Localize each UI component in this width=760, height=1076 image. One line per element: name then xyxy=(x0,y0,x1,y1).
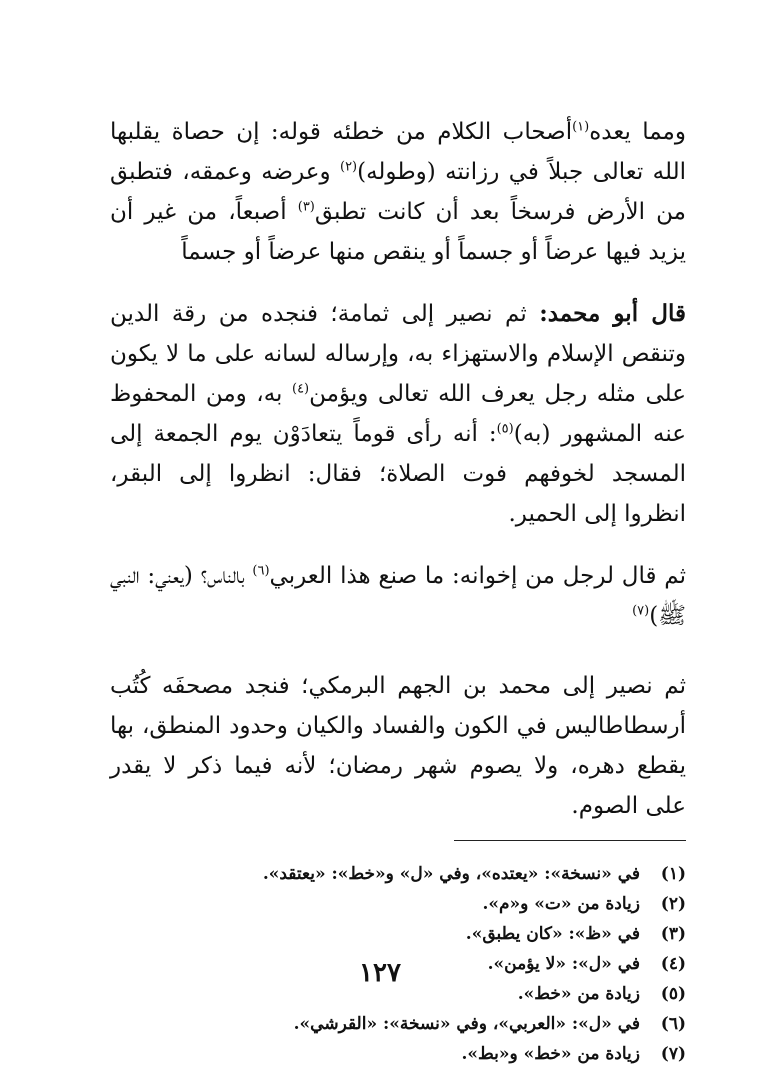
paragraph-2 xyxy=(110,294,686,534)
footnote-text: في «ظ»: «كان يطبق». xyxy=(465,924,640,944)
footnote-ref: (٢) xyxy=(339,159,358,175)
footnote-text: زيادة من «خط» و«بط». xyxy=(461,1044,640,1064)
text-segment: ثم نصير إلى ثمامة؛ فنجده من رقة الدين وتنقص الإسلام والاستهزاء به، وإرساله لسانه على ما لا يكون على مثله رجل يعرف الله تعالى ويؤمن xyxy=(110,301,686,407)
text-segment: : أنه رأى قوماً يتعادَوْن يوم الجمعة إلى المسجد لخوفهم فوت الصلاة؛ فقال: انظروا إلى البقر، انظروا إلى الحمير. xyxy=(110,421,686,527)
text-segment: بالناس؟ (يعني: النبي ﷺ) xyxy=(110,563,686,629)
paragraph-4 xyxy=(110,666,686,826)
footnote-number: (٦) xyxy=(660,1014,686,1034)
footnote-item xyxy=(110,1009,686,1039)
footnote-item xyxy=(110,919,686,949)
footnote-number: (٥) xyxy=(660,984,686,1004)
footnote-ref: (١) xyxy=(572,119,590,135)
footnote-item xyxy=(110,1039,686,1069)
text-segment: ثم قال لرجل من إخوانه: ما صنع هذا العربي xyxy=(269,563,686,589)
text-segment: ومما يعده xyxy=(589,119,686,145)
text-segment: ثم نصير إلى محمد بن الجهم البرمكي؛ فنجد مصحفَه كُتُب أرسطاطاليس في الكون والفساد والكيان وحدود المنطق، بها يقطع دهره، ولا يصوم شهر رمضان؛ لأنه فيما ذكر لا يقدر على الصوم. xyxy=(110,673,686,819)
footnote-item xyxy=(110,889,686,919)
text-segment: به، ومن المحفوظ عنه المشهور (به) xyxy=(110,381,687,447)
footnote-number: (٣) xyxy=(660,924,686,944)
footnote-ref: (٥) xyxy=(496,421,514,437)
footnote-number: (٧) xyxy=(660,1044,686,1064)
footnote-item xyxy=(110,859,686,889)
paragraph-1 xyxy=(110,112,686,272)
footnote-number: (٤) xyxy=(660,954,686,974)
speaker-label: قال أبو محمد: xyxy=(539,300,686,327)
footnote-ref: (٦) xyxy=(252,563,270,579)
footnote-text: في «ل»: «العربي»، وفي «نسخة»: «القرشي». xyxy=(293,1014,640,1034)
footnote-number: (٢) xyxy=(660,894,686,914)
footnote-ref: (٣) xyxy=(297,199,315,215)
footnote-text: في «نسخة»: «يعتده»، وفي «ل» و«خط»: «يعتقد». xyxy=(262,864,640,884)
text-segment: وعرضه وعمقه، فتطبق من الأرض فرسخاً بعد أن كانت تطبق xyxy=(110,159,686,225)
page-number: ١٢٧ xyxy=(359,958,401,988)
body-text xyxy=(110,112,686,826)
footnote-ref: (٧) xyxy=(632,603,650,619)
text-segment: أصحاب الكلام من خطئه قوله: إن حصاة يقلبها الله تعالى جبلاً في رزانته (وطوله) xyxy=(110,119,686,185)
footnote-divider xyxy=(454,840,686,841)
footnote-number: (١) xyxy=(660,864,686,884)
paragraph-3 xyxy=(110,556,686,636)
footnote-text: في «ل»: «لا يؤمن». xyxy=(487,954,640,974)
footnote-text: زيادة من «خط». xyxy=(517,984,640,1004)
footnote-ref: (٤) xyxy=(291,381,310,397)
text-segment: أصبعاً، من غير أن يزيد فيها عرضاً أو جسماً أو ينقص منها عرضاً أو جسماً xyxy=(110,199,686,265)
footnote-text: زيادة من «ت» و«م». xyxy=(482,894,640,914)
